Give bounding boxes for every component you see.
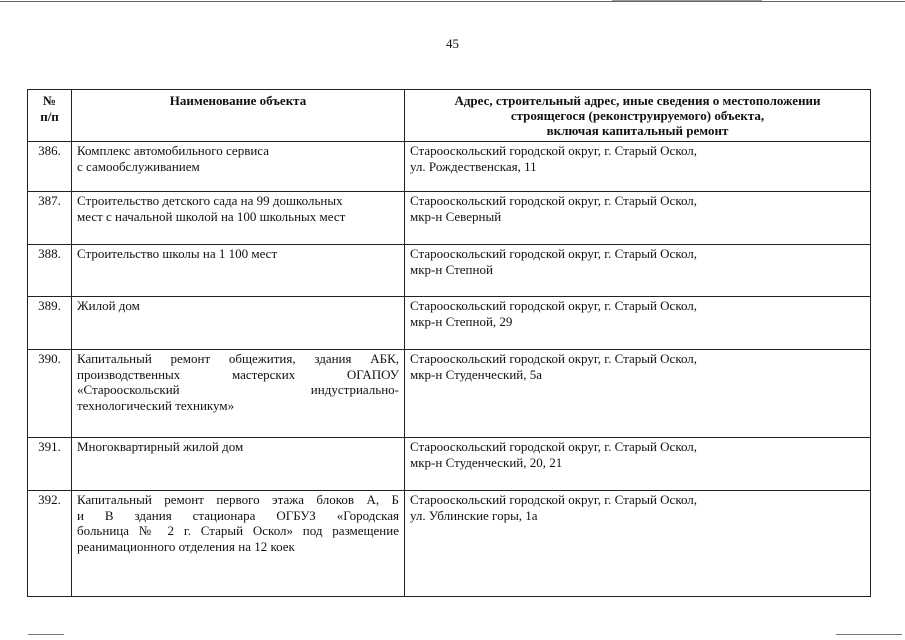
object-address: Старооскольский городской округ, г. Старый Оскол, ул. Ублинские горы, 1а xyxy=(405,491,871,597)
object-name: Капитальный ремонт первого этажа блоков А, Б и В здания стационара ОГБУЗ «Городская больница № 2 г. Старый Оскол» под размещение реанимационного отделения на 12 коек xyxy=(72,491,405,597)
table-row xyxy=(28,142,871,192)
object-address: Старооскольский городской округ, г. Старый Оскол, мкр-н Северный xyxy=(405,192,871,245)
row-number: 389. xyxy=(28,297,72,350)
object-address: Старооскольский городской округ, г. Старый Оскол, мкр-н Студенческий, 5а xyxy=(405,350,871,438)
object-address: Старооскольский городской округ, г. Старый Оскол, ул. Рождественская, 11 xyxy=(405,142,871,192)
object-address: Старооскольский городской округ, г. Старый Оскол, мкр-н Степной xyxy=(405,245,871,297)
page-number: 45 xyxy=(446,36,459,51)
table-row xyxy=(28,245,871,297)
row-number: 392. xyxy=(28,491,72,597)
header-number: № п/п xyxy=(28,90,72,142)
objects-table xyxy=(27,89,871,597)
object-name: Жилой дом xyxy=(72,297,405,350)
row-number: 387. xyxy=(28,192,72,245)
scan-edge-line xyxy=(0,1,905,2)
object-name: Капитальный ремонт общежития, здания АБК, производственных мастерских ОГАПОУ «Старооскольский индустриально- технологический техникум» xyxy=(72,350,405,438)
object-name: Многоквартирный жилой дом xyxy=(72,438,405,491)
object-name: Строительство школы на 1 100 мест xyxy=(72,245,405,297)
table-header-row xyxy=(28,90,871,142)
object-address: Старооскольский городской округ, г. Старый Оскол, мкр-н Студенческий, 20, 21 xyxy=(405,438,871,491)
table-row xyxy=(28,192,871,245)
table-row xyxy=(28,491,871,597)
header-object-name: Наименование объекта xyxy=(72,90,405,142)
table-row xyxy=(28,350,871,438)
table-row xyxy=(28,297,871,350)
scan-edge-line xyxy=(28,634,64,635)
row-number: 390. xyxy=(28,350,72,438)
scan-edge-line xyxy=(612,0,762,1)
object-name: Комплекс автомобильного сервиса с самообслуживанием xyxy=(72,142,405,192)
scan-edge-line xyxy=(836,634,902,635)
table-row xyxy=(28,438,871,491)
row-number: 386. xyxy=(28,142,72,192)
object-name: Строительство детского сада на 99 дошкольных мест с начальной школой на 100 школьных мест xyxy=(72,192,405,245)
object-address: Старооскольский городской округ, г. Старый Оскол, мкр-н Степной, 29 xyxy=(405,297,871,350)
row-number: 388. xyxy=(28,245,72,297)
row-number: 391. xyxy=(28,438,72,491)
header-address: Адрес, строительный адрес, иные сведения о местоположении строящегося (реконструируемого) объекта, включая капитальный ремонт xyxy=(405,90,871,142)
